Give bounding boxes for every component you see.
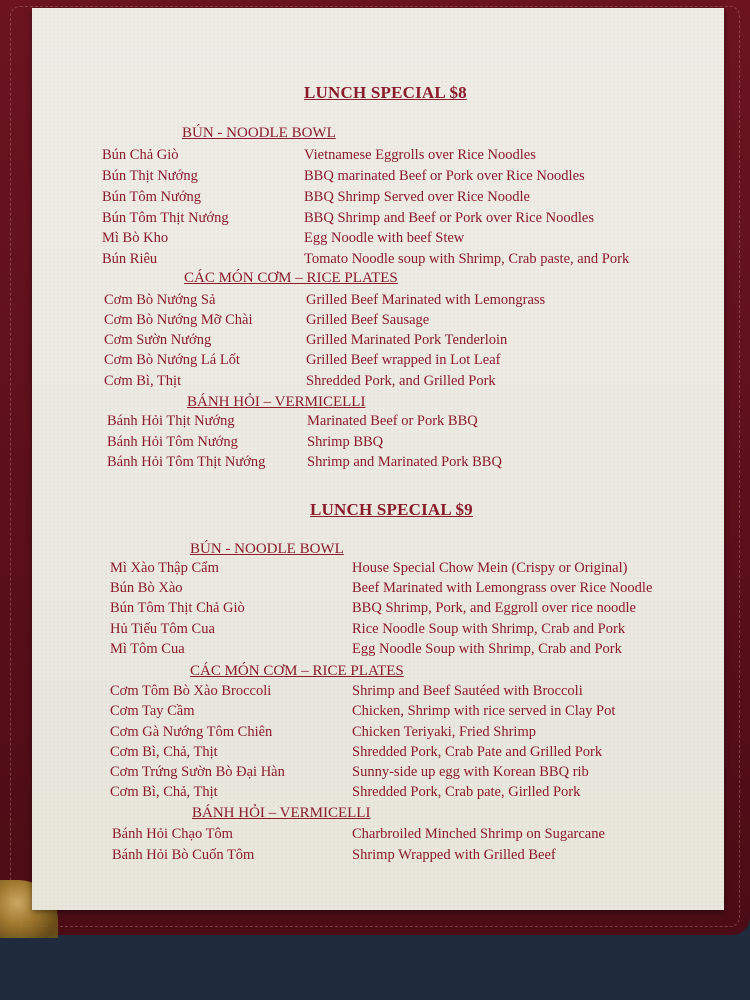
item-vn: Cơm Tôm Bò Xào Broccoli <box>110 683 272 699</box>
item-en: Grilled Beef Marinated with Lemongrass <box>306 292 546 308</box>
item-en: Grilled Beef wrapped in Lot Leaf <box>306 352 501 368</box>
item-vn: Bánh Hỏi Thịt Nướng <box>107 413 235 429</box>
item-vn: Mì Xào Thập Cẩm <box>110 560 219 576</box>
page-title: LUNCH SPECIAL $9 <box>310 500 473 519</box>
item-en: BBQ marinated Beef or Pork over Rice Noodles <box>304 168 585 184</box>
item-en: Chicken, Shrimp with rice served in Clay Pot <box>352 703 616 719</box>
item-vn: Bún Chả Giò <box>102 147 179 163</box>
item-vn: Cơm Bò Nướng Sả <box>104 292 216 308</box>
item-vn: Bún Riêu <box>102 251 158 267</box>
item-vn: Bún Thịt Nướng <box>102 168 198 184</box>
item-en: Vietnamese Eggrolls over Rice Noodles <box>304 147 536 163</box>
item-vn: Cơm Bì, Chả, Thịt <box>110 784 218 800</box>
item-en: Beef Marinated with Lemongrass over Rice Noodle <box>352 580 653 596</box>
section-heading: CÁC MÓN CƠM – RICE PLATES <box>184 270 398 286</box>
item-en: Rice Noodle Soup with Shrimp, Crab and Pork <box>352 621 626 637</box>
item-en: Shredded Pork, Crab pate, Girlled Pork <box>352 784 581 800</box>
item-vn: Cơm Gà Nướng Tôm Chiên <box>110 724 273 740</box>
item-vn: Bánh Hỏi Bò Cuốn Tôm <box>112 847 255 863</box>
item-en: Shrimp and Beef Sautéed with Broccoli <box>352 683 583 699</box>
item-vn: Bún Tôm Thịt Nướng <box>102 210 229 226</box>
item-vn: Cơm Tay Cầm <box>110 703 195 719</box>
item-en: Marinated Beef or Pork BBQ <box>307 413 478 429</box>
item-vn: Mì Bò Kho <box>102 230 169 246</box>
item-en: Sunny-side up egg with Korean BBQ rib <box>352 764 589 780</box>
item-vn: Bún Bò Xào <box>110 580 183 596</box>
item-en: House Special Chow Mein (Crispy or Original) <box>352 560 628 576</box>
item-vn: Cơm Bì, Thịt <box>104 373 182 389</box>
item-vn: Mì Tôm Cua <box>110 641 185 657</box>
item-vn: Cơm Sườn Nướng <box>104 332 212 348</box>
item-en: Shrimp Wrapped with Grilled Beef <box>352 847 556 863</box>
item-vn: Hủ Tiếu Tôm Cua <box>110 621 215 637</box>
menu-page <box>32 8 724 910</box>
item-en: Egg Noodle with beef Stew <box>304 230 465 246</box>
item-en: Chicken Teriyaki, Fried Shrimp <box>352 724 536 740</box>
item-vn: Bún Tôm Thịt Chả Giò <box>110 600 245 616</box>
item-vn: Bún Tôm Nướng <box>102 189 202 205</box>
item-en: Shredded Pork, and Grilled Pork <box>306 373 496 389</box>
item-en: BBQ Shrimp, Pork, and Eggroll over rice noodle <box>352 600 636 616</box>
item-en: Grilled Marinated Pork Tenderloin <box>306 332 508 348</box>
item-vn: Bánh Hỏi Chạo Tôm <box>112 826 233 842</box>
item-en: Shrimp BBQ <box>307 434 384 450</box>
page-title: LUNCH SPECIAL $8 <box>304 83 467 102</box>
section-heading: BÁNH HỎI – VERMICELLI <box>192 805 371 821</box>
section-heading: BÚN - NOODLE BOWL <box>190 541 344 557</box>
section-heading: CÁC MÓN CƠM – RICE PLATES <box>190 663 404 679</box>
item-en: Grilled Beef Sausage <box>306 312 430 328</box>
item-vn: Bánh Hỏi Tôm Nướng <box>107 434 238 450</box>
item-vn: Cơm Trứng Sườn Bò Đại Hàn <box>110 764 285 780</box>
item-en: BBQ Shrimp and Beef or Pork over Rice Noodles <box>304 210 594 226</box>
item-en: Tomato Noodle soup with Shrimp, Crab paste, and Pork <box>304 251 630 267</box>
item-vn: Cơm Bò Nướng Lá Lốt <box>104 352 240 368</box>
item-en: Egg Noodle Soup with Shrimp, Crab and Pork <box>352 641 622 657</box>
item-vn: Bánh Hỏi Tôm Thịt Nướng <box>107 454 266 470</box>
item-en: Shredded Pork, Crab Pate and Grilled Pork <box>352 744 603 760</box>
item-en: Charbroiled Minched Shrimp on Sugarcane <box>352 826 605 842</box>
item-en: Shrimp and Marinated Pork BBQ <box>307 454 502 470</box>
section-heading: BÁNH HỎI – VERMICELLI <box>187 394 366 410</box>
item-vn: Cơm Bì, Chả, Thịt <box>110 744 218 760</box>
section-heading: BÚN - NOODLE BOWL <box>182 125 336 141</box>
item-en: BBQ Shrimp Served over Rice Noodle <box>304 189 530 205</box>
item-vn: Cơm Bò Nướng Mỡ Chài <box>104 312 253 328</box>
